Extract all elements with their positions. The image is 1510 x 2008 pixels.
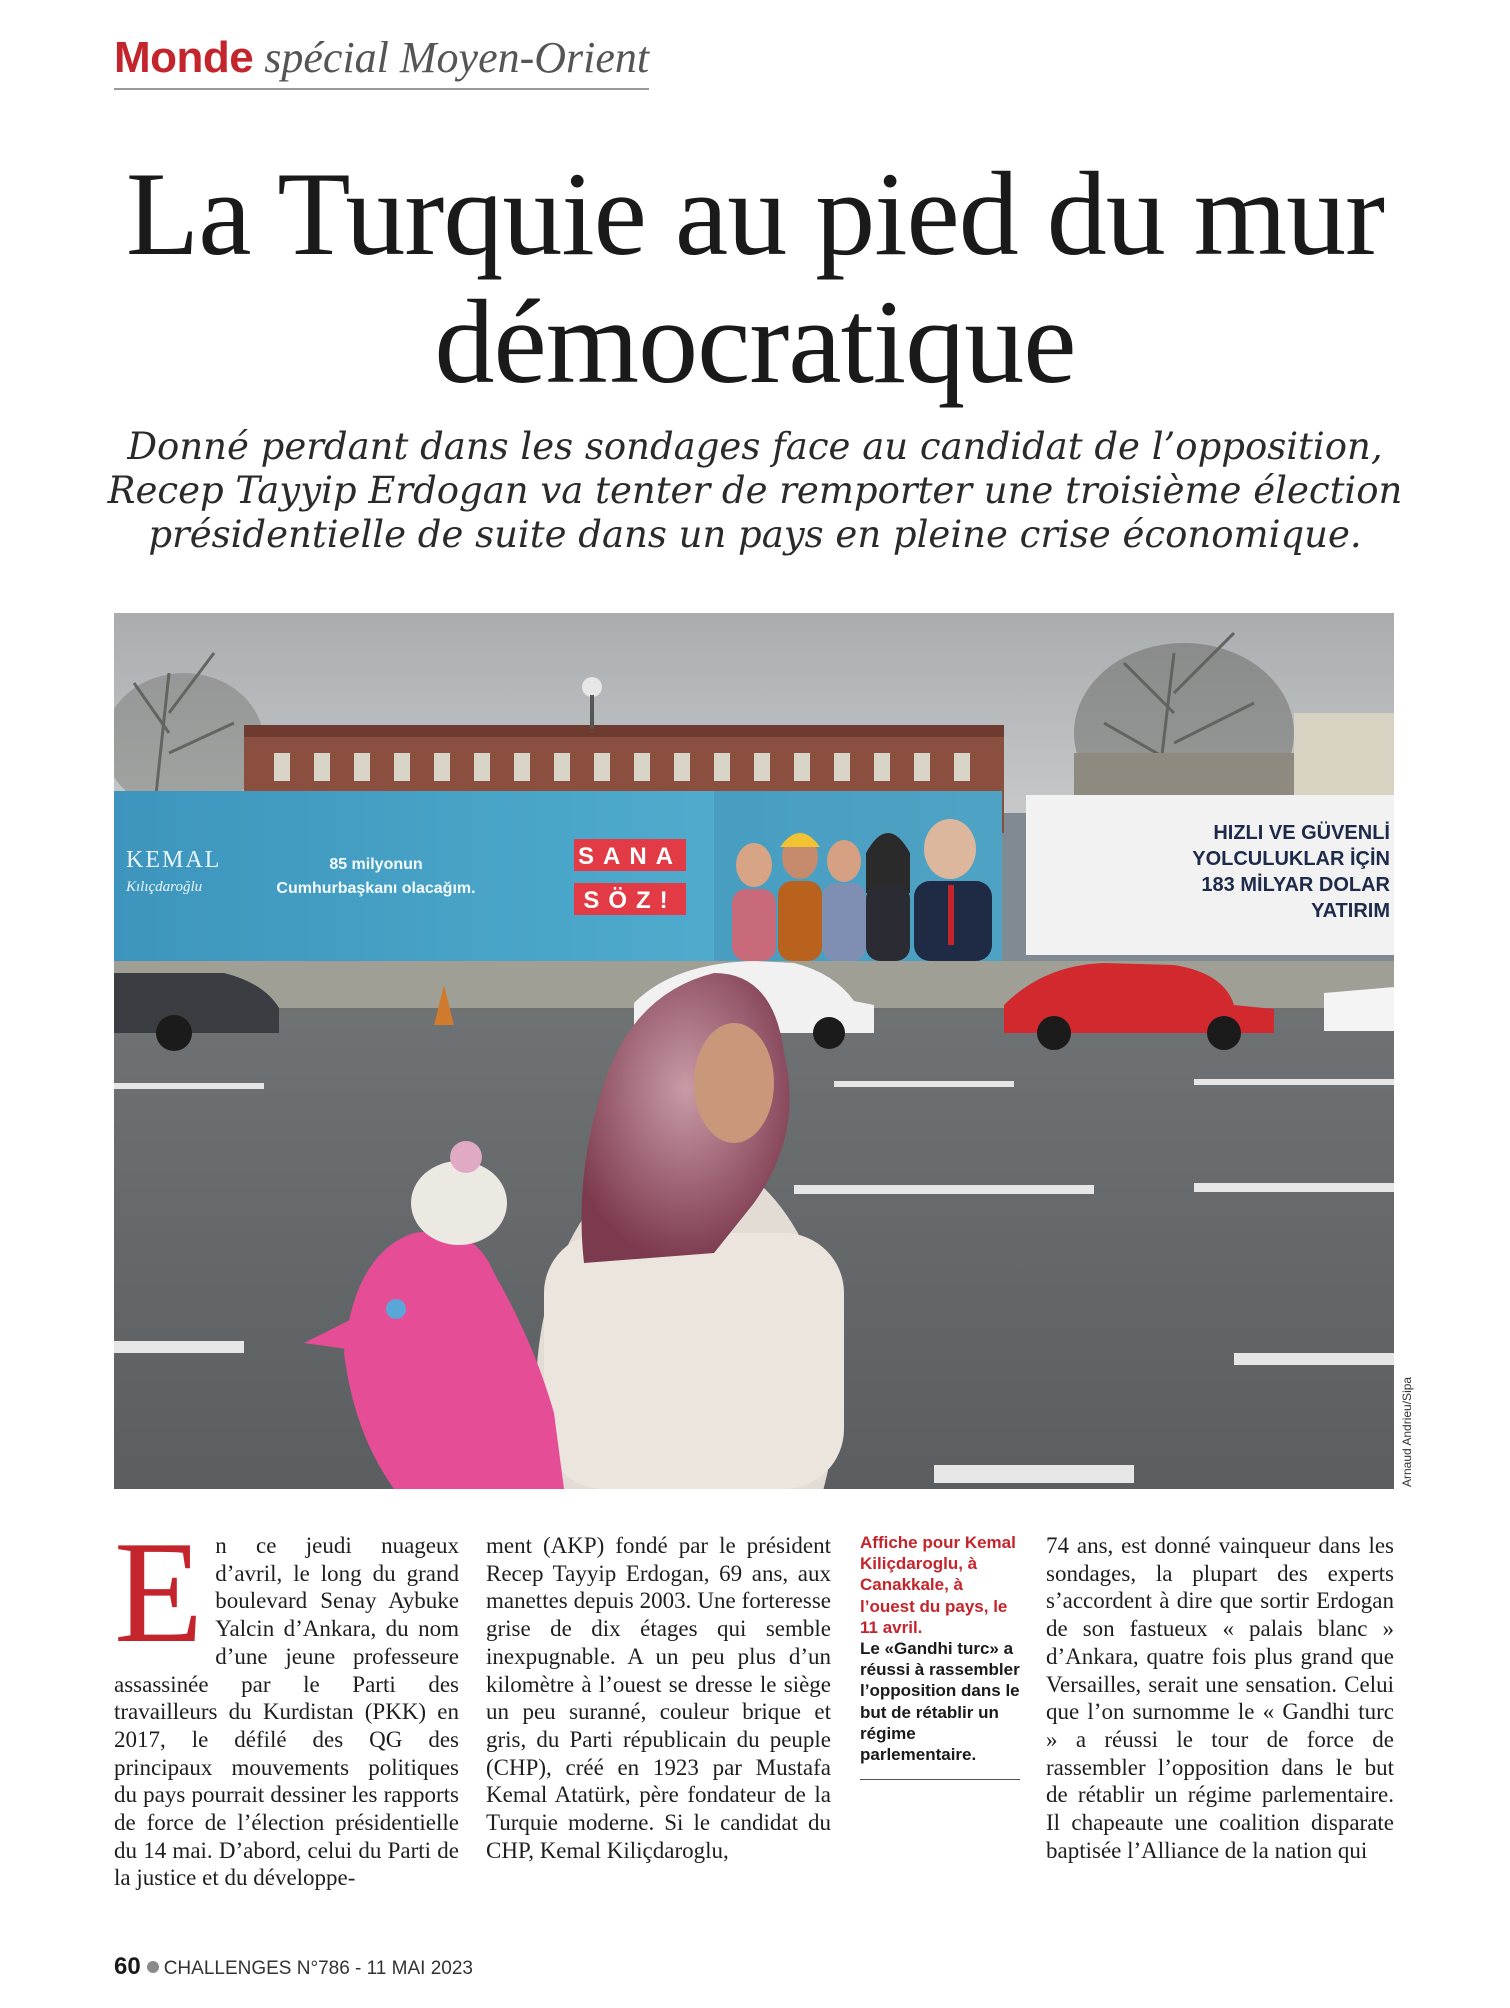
- billboard-text-line1: 85 milyonun: [329, 856, 423, 873]
- photo-caption: [860, 1532, 1020, 1780]
- publication-info: CHALLENGES N°786 - 11 MAI 2023: [163, 1958, 473, 1979]
- subsection-label: spécial Moyen-Orient: [264, 33, 650, 82]
- page-number: 60: [114, 1953, 141, 1980]
- title-line-2: démocratique: [434, 275, 1076, 408]
- article-column-1-text: n ce jeudi nuageux d’avril, le long du grand boulevard Senay Aybuke Yalcin d’Ankara, du nom d’une jeune professeure assassinée par le Parti des travailleurs du Kurdistan (PKK) en 2017, le défilé des QG des principaux mouvements politiques du pays pourrait dessiner les rapports de force de l’élection présidentielle du 14 mai. D’abord, celui du Parti de la justice et du développe-: [114, 1533, 459, 1891]
- page-footer: [114, 1953, 473, 1981]
- caption-description: Le «Gandhi turc» a réussi à rassembler l’opposition dans le but de rétablir un régime parlementaire.: [860, 1639, 1020, 1765]
- standfirst: Donné perdant dans les sondages face au candidat de l’opposition, Recep Tayyip Erdogan va tenter de remporter une troisième élection présidentielle de suite dans un pays en pleine crise économique.: [107, 425, 1403, 556]
- right-billboard-line2: YOLCULUKLAR İÇİN: [1192, 848, 1390, 870]
- drop-cap: E: [114, 1511, 204, 1673]
- billboard-text-line2: Cumhurbaşkanı olacağım.: [276, 880, 476, 897]
- article-column-3: 74 ans, est donné vainqueur dans les sondages, la plupart des experts s’accordent à dire que sortir Erdogan de son fastueux « palais blanc » d’Ankara, quatre fois plus grand que Versailles, serait une sensation. Celui que l’on surnomme le « Gandhi turc » a réussi le tour de force de rassembler l’opposition dans le but de rétablir un régime parlementaire. Il chapeaute une coalition disparate baptisée l’Alliance de la nation qui: [1046, 1533, 1394, 1863]
- title-line-1: La Turquie au pied du mur: [125, 147, 1385, 280]
- article-column-1: [114, 1511, 459, 1892]
- billboard-logo-line1: KEMAL: [126, 847, 222, 873]
- caption-location: Affiche pour Kemal Kiliçdaroglu, à Canakkale, à l’ouest du pays, le 11 avril.: [860, 1533, 1016, 1637]
- billboard-logo-line2: Kılıçdaroğlu: [126, 879, 203, 895]
- billboard-banner-line2: SÖZ!: [583, 887, 677, 914]
- page-title: [40, 147, 1470, 408]
- bullet-icon: [147, 1961, 159, 1973]
- section-rubric: [114, 33, 650, 90]
- right-billboard-line4: YATIRIM: [1311, 900, 1390, 922]
- article-column-2: ment (AKP) fondé par le président Recep Tayyip Erdogan, 69 ans, aux manettes depuis 2003. Une forteresse grise de dix étages qui semble inexpugnable. A un peu plus d’un kilomètre à l’ouest se dresse le siège un peu suranné, couleur brique et gris, du Parti républicain du peuple (CHP), créé en 1923 par Mustafa Kemal Atatürk, père fondateur de la Turquie moderne. Si le candidat du CHP, Kemal Kiliçdaroglu,: [486, 1533, 831, 1863]
- right-billboard-line1: HIZLI VE GÜVENLİ: [1213, 822, 1390, 844]
- section-label: Monde: [114, 33, 254, 82]
- photo-illustration: [114, 613, 1394, 1489]
- right-billboard-line3: 183 MİLYAR DOLAR: [1201, 874, 1390, 896]
- billboard-banner-line1: SANA: [577, 843, 683, 870]
- photo-credit: Arnaud Andrieu/Sipa: [1400, 1376, 1414, 1487]
- article-photo: [114, 613, 1394, 1489]
